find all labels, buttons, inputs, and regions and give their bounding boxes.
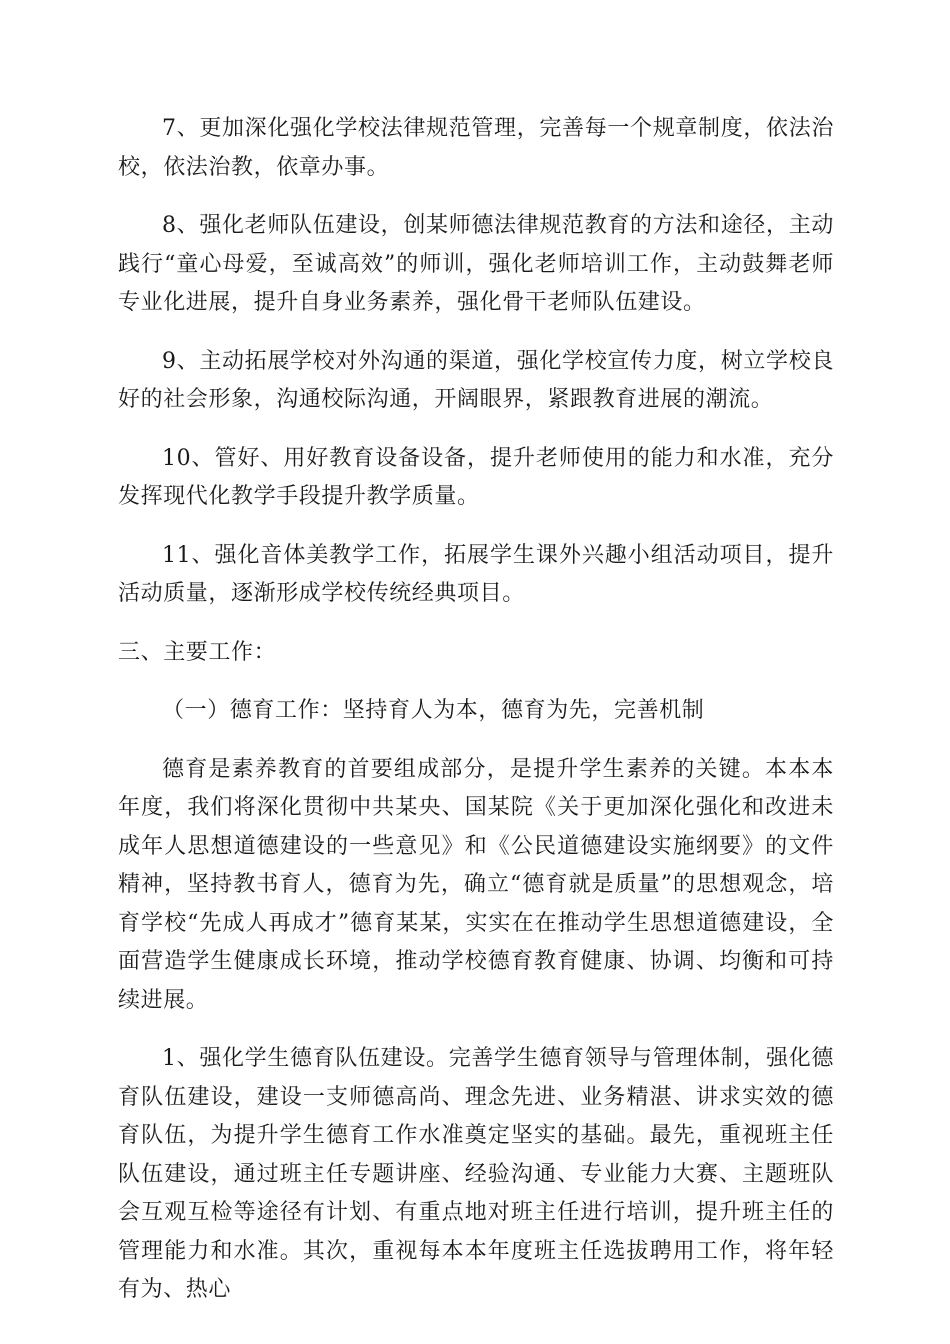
document-page <box>118 110 834 1310</box>
paragraph-item-8: 8、强化老师队伍建设，创某师德法律规范教育的方法和途径，主动践行“童心母爱，至诚高效”的师训，强化老师培训工作，主动鼓舞老师专业化进展，提升自身业务素养，强化骨干老师队伍建设。 <box>118 213 834 315</box>
sub-heading: （一）德育工作：坚持育人为本，德育为先，完善机制 <box>162 698 705 723</box>
paragraph-item-11: 11、强化音体美教学工作，拓展学生课外兴趣小组活动项目，提升活动质量，逐渐形成学校传统经典项目。 <box>118 542 834 606</box>
paragraph-item-7: 7、更加深化强化学校法律规范管理，完善每一个规章制度，依法治校，依法治教，依章办事。 <box>118 116 834 180</box>
paragraph-moral-team-building: 1、强化学生德育队伍建设。完善学生德育领导与管理体制，强化德育队伍建设，建设一支师德高尚、理念先进、业务精湛、讲求实效的德育队伍，为提升学生德育工作水准奠定坚实的基础。最先，重视班主任队伍建设，通过班主任专题讲座、经验沟通、专业能力大赛、主题班队会互观互检等途径有计划、有重点地对班主任进行培训，提升班主任的管理能力和水准。其次，重视每本本年度班主任选拔聘用工作，将年轻有为、热心 <box>118 1046 834 1302</box>
section-heading: 三、主要工作： <box>118 639 277 665</box>
paragraph-item-9: 9、主动拓展学校对外沟通的渠道，强化学校宣传力度，树立学校良好的社会形象，沟通校际沟通，开阔眼界，紧跟教育进展的潮流。 <box>118 348 834 412</box>
paragraph-item-10: 10、管好、用好教育设备设备，提升老师使用的能力和水准，充分发挥现代化教学手段提升教学质量。 <box>118 445 834 509</box>
paragraph-moral-education-intro: 德育是素养教育的首要组成部分，是提升学生素养的关键。本本本年度，我们将深化贯彻中共某央、国某院《关于更加深化强化和改进未成年人思想道德建设的一些意见》和《公民道德建设实施纲要》的文件精神，坚持教书育人，德育为先，确立“德育就是质量”的思想观念，培育学校“先成人再成才”德育某某，实实在在推动学生思想道德建设，全面营造学生健康成长环境，推动学校德育教育健康、协调、均衡和可持续进展。 <box>118 756 834 1013</box>
